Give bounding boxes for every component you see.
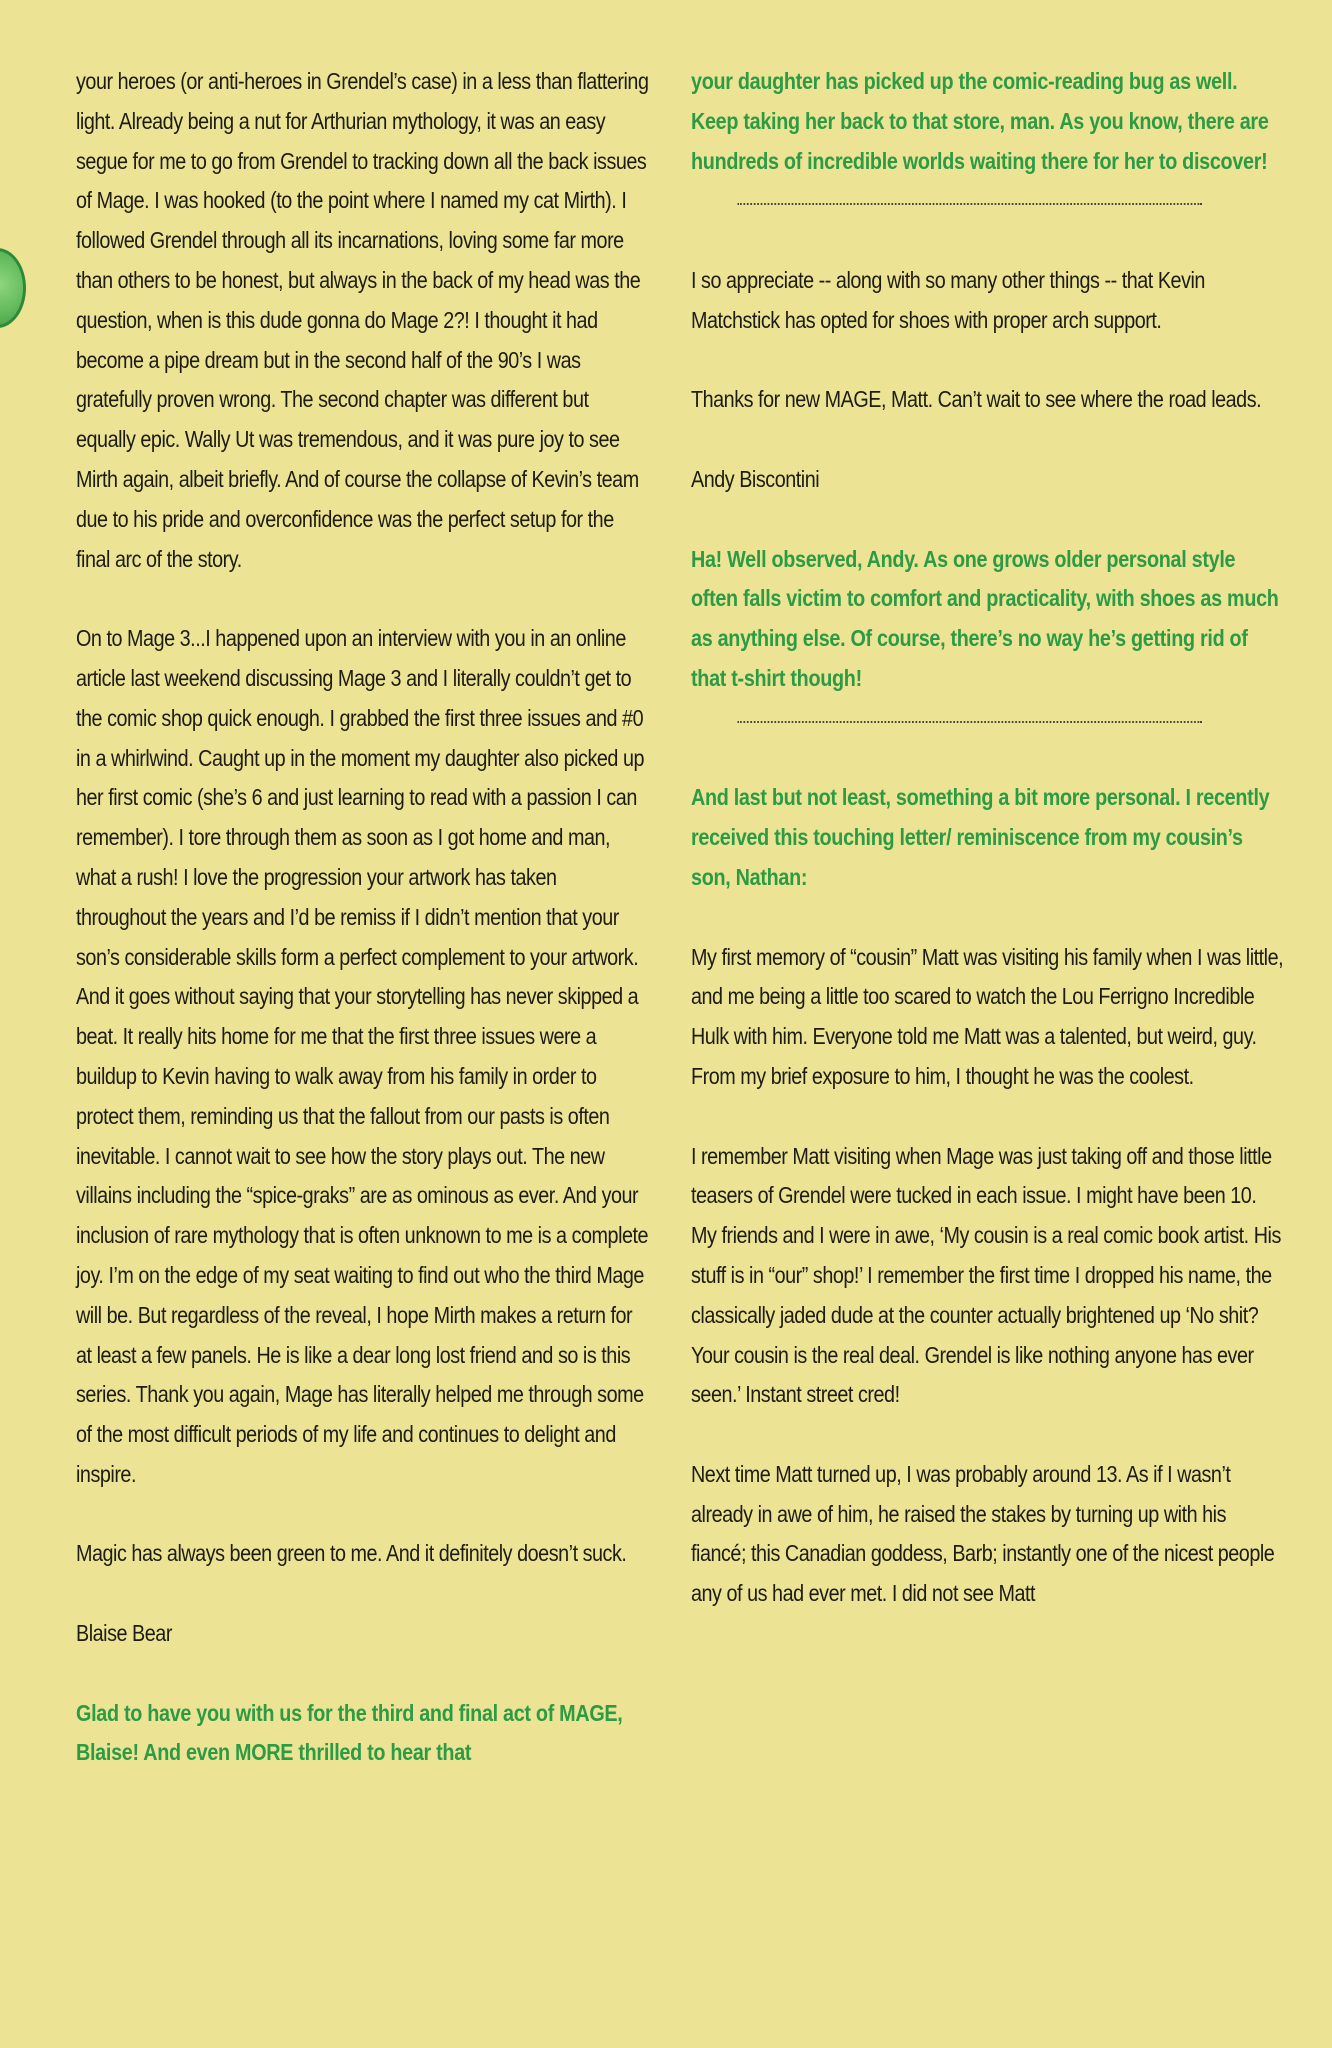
reply1-continued: your daughter has picked up the comic-reading bug as well. Keep taking her back to that store, man. As you know, there are hundreds of incredible worlds waiting there for her to discover! (691, 68, 1269, 174)
letter2-signature: Andy Biscontini (691, 465, 820, 492)
letter3-paragraph-1: My first memory of “cousin” Matt was visiting his family when I was little, and me being a little too scared to watch the Lou Ferrigno Incredible Hulk with him. Everyone told me Matt was a talented, but weird, guy. From my brief exposure to him, I thought he was the coolest. (691, 943, 1284, 1089)
letter3-paragraph-2: I remember Matt visiting when Mage was just taking off and those little teasers of Grendel were tucked in each issue. I might have been 10. My friends and I were in awe, ‘My cousin is a real comic book artist. His stuff is in “our” shop!’ I remember the first time I dropped his name, the classically jaded dude at the counter actually brightened up ‘No shit? Your cousin is the real deal. Grendel is like nothing anyone has ever seen.’ Instant street cred! (691, 1142, 1281, 1408)
letter3-intro: And last but not least, something a bit more personal. I recently received this touching letter/ reminiscence from my cousin’s son, Nathan: (691, 784, 1270, 890)
letter2-paragraph-2: Thanks for new MAGE, Matt. Can’t wait to see where the road leads. (691, 386, 1262, 413)
letter1-signature: Blaise Bear (76, 1620, 172, 1647)
dotted-divider (691, 699, 1284, 739)
dotted-divider (691, 181, 1284, 221)
reply1-start: Glad to have you with us for the third and final act of MAGE, Blaise! And even MORE thrilled to hear that (76, 1699, 623, 1766)
letter2-paragraph-1: I so appreciate -- along with so many other things -- that Kevin Matchstick has opted for shoes with proper arch support. (691, 266, 1205, 333)
letter1-paragraph-1: your heroes (or anti-heroes in Grendel’s case) in a less than flattering light. Already being a nut for Arthurian mythology, it was an easy segue for me to go from Grendel to tracking down all the back issues of Mage. I was hooked (to the point where I named my cat Mirth). I followed Grendel through all its incarnations, loving some far more than others to be honest, but always in the back of my head was the question, when is this dude gonna do Mage 2?! I thought it had become a pipe dream but in the second half of the 90’s I was gratefully proven wrong. The second chapter was different but equally epic. Wally Ut was tremendous, and it was pure joy to see Mirth again, albeit briefly. And of course the collapse of Kevin’s team due to his pride and overconfidence was the perfect setup for the final arc of the story. (76, 68, 649, 572)
page-marker-circle (0, 248, 26, 328)
reply2: Ha! Well observed, Andy. As one grows older personal style often falls victim to comfort and practicality, with shoes as much as anything else. Of course, there’s no way he’s getting rid of that t-shirt though! (691, 545, 1279, 691)
letter1-paragraph-3: Magic has always been green to me. And it definitely doesn’t suck. (76, 1540, 627, 1567)
letter1-paragraph-2: On to Mage 3...I happened upon an interview with you in an online article last weekend discussing Mage 3 and I literally couldn’t get to the comic shop quick enough. I grabbed the first three issues and #0 in a whirlwind. Caught up in the moment my daughter also picked up her first comic (she’s 6 and just learning to read with a passion I can remember). I tore through them as soon as I got home and man, what a rush! I love the progression your artwork has taken throughout the years and I’d be remiss if I didn’t mention that your son’s considerable skills form a perfect complement to your artwork. And it goes without saying that your storytelling has never skipped a beat. It really hits home for me that the first three issues were a buildup to Kevin having to walk away from his family in order to protect them, reminding us that the fallout from our pasts is often inevitable. I cannot wait to see how the story plays out. The new villains including the “spice-graks” are as ominous as ever. And your inclusion of rare mythology that is often unknown to me is a complete joy. I’m on the edge of my seat waiting to find out who the third Mage will be. But regardless of the reveal, I hope Mirth makes a return for at least a few panels. He is like a dear long lost friend and so is this series. Thank you again, Mage has literally helped me through some of the most difficult periods of my life and continues to delight and inspire. (76, 625, 649, 1487)
right-column (691, 62, 1284, 1614)
left-column (76, 62, 650, 1773)
letter3-paragraph-3: Next time Matt turned up, I was probably around 13. As if I wasn’t already in awe of him, he raised the stakes by turning up with his fiancé; this Canadian goddess, Barb; instantly one of the nicest people any of us had ever met. I did not see Matt (691, 1460, 1275, 1607)
